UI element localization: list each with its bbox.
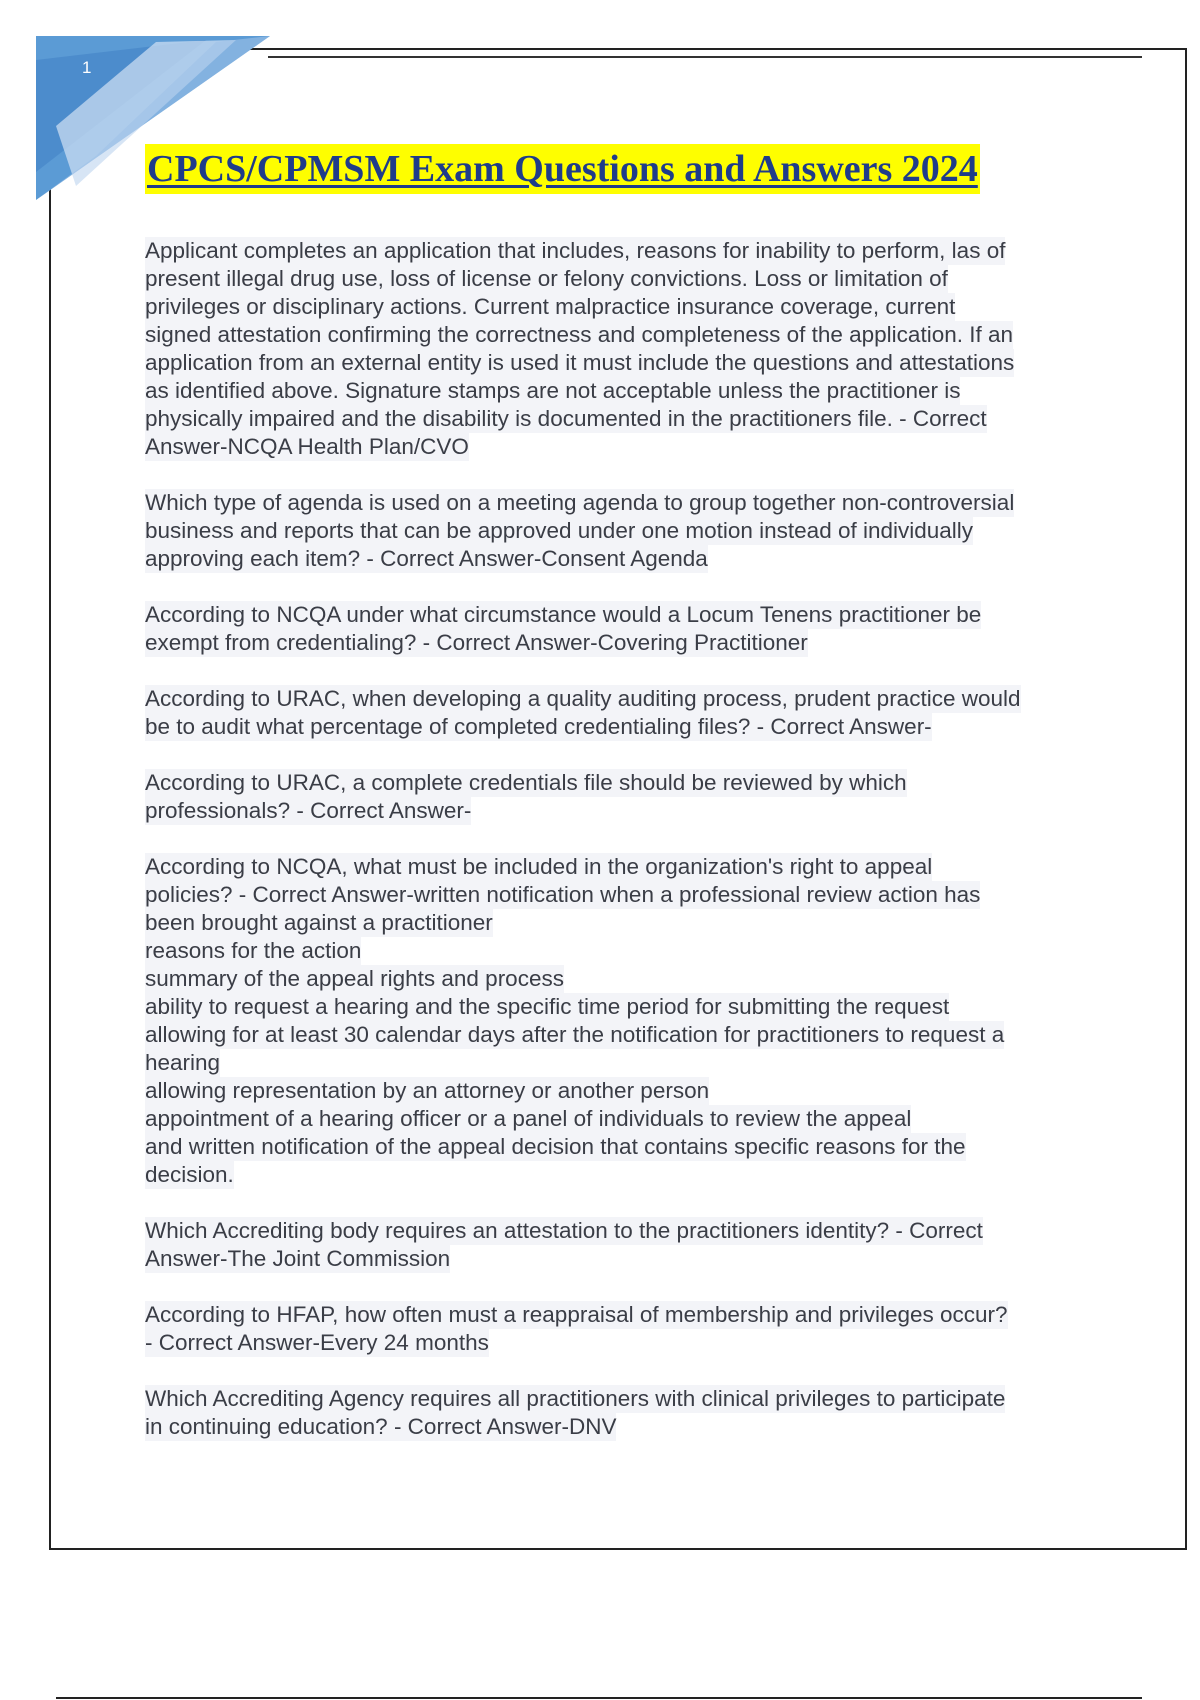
qa-text-line: and written notification of the appeal decision that contains specific reasons for the bbox=[145, 1134, 966, 1159]
qa-item bbox=[145, 769, 1095, 825]
qa-text-line: Which Accrediting Agency requires all practitioners with clinical privileges to participate bbox=[145, 1386, 1006, 1411]
qa-text-line: Answer-The Joint Commission bbox=[145, 1246, 451, 1271]
qa-text-line: physically impaired and the disability is documented in the practitioners file. - Correct bbox=[145, 406, 987, 431]
qa-text-line: appointment of a hearing officer or a panel of individuals to review the appeal bbox=[145, 1106, 912, 1131]
qa-text-line: professionals? - Correct Answer- bbox=[145, 798, 472, 823]
qa-item bbox=[145, 1385, 1095, 1441]
qa-text-line: as identified above. Signature stamps are not acceptable unless the practitioner is bbox=[145, 378, 961, 403]
qa-text-line: exempt from credentialing? - Correct Answer-Covering Practitioner bbox=[145, 630, 808, 655]
footer-rule bbox=[56, 1697, 1142, 1699]
qa-text-line: - Correct Answer-Every 24 months bbox=[145, 1330, 489, 1355]
qa-text-line: reasons for the action bbox=[145, 938, 362, 963]
qa-text-line: application from an external entity is used it must include the questions and attestations bbox=[145, 350, 1015, 375]
qa-text-line: Applicant completes an application that includes, reasons for inability to perform, las of bbox=[145, 238, 1006, 263]
page-number: 1 bbox=[82, 58, 92, 77]
qa-item bbox=[145, 601, 1095, 657]
document-title: CPCS/CPMSM Exam Questions and Answers 2024 bbox=[145, 144, 980, 194]
qa-text-line: Answer-NCQA Health Plan/CVO bbox=[145, 434, 469, 459]
qa-item bbox=[145, 853, 1095, 1189]
qa-item bbox=[145, 237, 1095, 461]
qa-text-line: According to NCQA under what circumstance would a Locum Tenens practitioner be bbox=[145, 602, 982, 627]
qa-text-line: Which Accrediting body requires an attestation to the practitioners identity? - Correct bbox=[145, 1218, 983, 1243]
qa-text-line: According to NCQA, what must be included in the organization's right to appeal bbox=[145, 854, 933, 879]
qa-text-line: allowing representation by an attorney or another person bbox=[145, 1078, 710, 1103]
qa-text-line: According to URAC, a complete credentials file should be reviewed by which bbox=[145, 770, 907, 795]
header-rule bbox=[268, 56, 1142, 58]
qa-text-line: signed attestation confirming the correctness and completeness of the application. If an bbox=[145, 322, 1014, 347]
qa-text-line: be to audit what percentage of completed credentialing files? - Correct Answer- bbox=[145, 714, 932, 739]
qa-text-line: summary of the appeal rights and process bbox=[145, 966, 564, 991]
qa-text-line: According to URAC, when developing a quality auditing process, prudent practice would bbox=[145, 686, 1021, 711]
qa-item bbox=[145, 1301, 1095, 1357]
qa-text-line: been brought against a practitioner bbox=[145, 910, 493, 935]
qa-text-line: decision. bbox=[145, 1162, 234, 1187]
qa-text-line: in continuing education? - Correct Answer-DNV bbox=[145, 1414, 617, 1439]
qa-list bbox=[145, 237, 1095, 1441]
qa-text-line: business and reports that can be approved under one motion instead of individually bbox=[145, 518, 974, 543]
qa-text-line: privileges or disciplinary actions. Current malpractice insurance coverage, current bbox=[145, 294, 956, 319]
qa-text-line: allowing for at least 30 calendar days after the notification for practitioners to request a bbox=[145, 1022, 1005, 1047]
qa-item bbox=[145, 685, 1095, 741]
qa-item bbox=[145, 489, 1095, 573]
qa-text-line: policies? - Correct Answer-written notification when a professional review action has bbox=[145, 882, 981, 907]
qa-text-line: ability to request a hearing and the specific time period for submitting the request bbox=[145, 994, 950, 1019]
qa-text-line: present illegal drug use, loss of license or felony convictions. Loss or limitation of bbox=[145, 266, 948, 291]
qa-text-line: Which type of agenda is used on a meeting agenda to group together non-controversial bbox=[145, 490, 1015, 515]
qa-text-line: hearing bbox=[145, 1050, 221, 1075]
qa-text-line: According to HFAP, how often must a reappraisal of membership and privileges occur? bbox=[145, 1302, 1008, 1327]
qa-item bbox=[145, 1217, 1095, 1273]
qa-text-line: approving each item? - Correct Answer-Consent Agenda bbox=[145, 546, 708, 571]
